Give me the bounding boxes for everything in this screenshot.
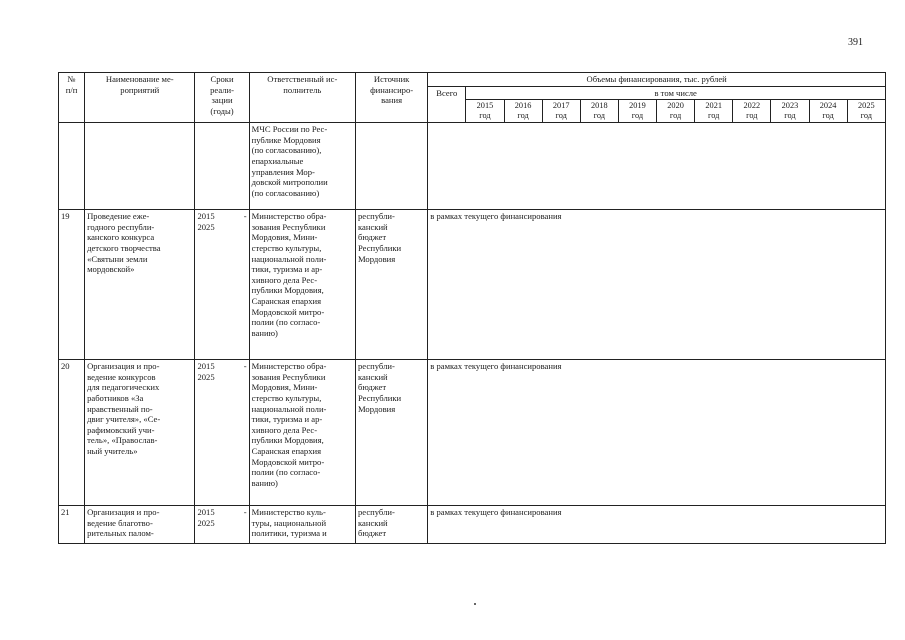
row-responsible: Министерство куль- туры, национальной политики, туризма и — [249, 506, 355, 544]
header-volumes: Объемы финансирования, тыс. рублей — [428, 73, 886, 87]
header-year-2018: 2018 год — [580, 100, 618, 123]
row-number: 19 — [59, 210, 85, 360]
scan-speck — [474, 603, 476, 605]
table-row — [59, 123, 886, 210]
page-number: 391 — [848, 37, 863, 48]
row-activity-name: Организация и про- ведение благотво- рительных палом- — [85, 506, 195, 544]
header-name: Наименование ме- роприятий — [85, 73, 195, 123]
table-body — [59, 123, 886, 544]
row-financing: в рамках текущего финансирования — [428, 210, 886, 360]
row-funding-source: республи- канский бюджет Республики Мордовия — [356, 360, 428, 506]
row-financing: в рамках текущего финансирования — [428, 360, 886, 506]
row-number: 21 — [59, 506, 85, 544]
table-row — [59, 360, 886, 506]
header-year-2020: 2020 год — [657, 100, 695, 123]
table-row — [59, 506, 886, 544]
row-activity-name: Проведение еже- годного республи- канского конкурса детского творчества «Святыни земли мордовской» — [85, 210, 195, 360]
header-terms: Сроки реали- зации (годы) — [195, 73, 249, 123]
header-year-2022: 2022 год — [733, 100, 771, 123]
header-year-2024: 2024 год — [809, 100, 847, 123]
row-terms: 2015 - 2025 — [195, 210, 249, 360]
table-row — [59, 210, 886, 360]
row-financing — [428, 123, 886, 210]
header-responsible: Ответственный ис- полнитель — [249, 73, 355, 123]
row-terms: 2015 - 2025 — [195, 360, 249, 506]
row-responsible: МЧС России по Рес- публике Мордовия (по согласованию), епархиальные управления Мор- довской митрополии (по согласованию) — [249, 123, 355, 210]
row-funding-source — [356, 123, 428, 210]
header-year-2025: 2025 год — [847, 100, 885, 123]
header-source: Источник финансиро- вания — [356, 73, 428, 123]
row-number: 20 — [59, 360, 85, 506]
header-year-2021: 2021 год — [695, 100, 733, 123]
row-number — [59, 123, 85, 210]
table-header — [59, 73, 886, 123]
header-total: Всего — [428, 86, 466, 123]
header-year-2023: 2023 год — [771, 100, 809, 123]
row-funding-source: республи- канский бюджет Республики Мордовия — [356, 210, 428, 360]
row-terms: 2015 - 2025 — [195, 506, 249, 544]
row-terms — [195, 123, 249, 210]
header-year-2019: 2019 год — [618, 100, 656, 123]
header-num: № п/п — [59, 73, 85, 123]
row-responsible: Министерство обра- зования Республики Мордовия, Мини- стерство культуры, национальной поли- тики, туризма и ар- хивного дела Рес- публики Мордовия, Саранская епархия Мордовской митро- полии (по согласо- ванию) — [249, 360, 355, 506]
header-year-2017: 2017 год — [542, 100, 580, 123]
row-activity-name — [85, 123, 195, 210]
header-year-2015: 2015 год — [466, 100, 504, 123]
row-activity-name: Организация и про- ведение конкурсов для педагогических работников «За нравственный по- двиг учителя», «Се- рафимовский учи- тель», «Православ- ный учитель» — [85, 360, 195, 506]
row-funding-source: республи- канский бюджет — [356, 506, 428, 544]
financing-table — [58, 72, 886, 544]
row-financing: в рамках текущего финансирования — [428, 506, 886, 544]
header-including: в том числе — [466, 86, 886, 100]
header-year-2016: 2016 год — [504, 100, 542, 123]
row-responsible: Министерство обра- зования Республики Мордовия, Мини- стерство культуры, национальной поли- тики, туризма и ар- хивного дела Рес- публики Мордовия, Саранская епархия Мордовской митро- полии (по согласо- ванию) — [249, 210, 355, 360]
